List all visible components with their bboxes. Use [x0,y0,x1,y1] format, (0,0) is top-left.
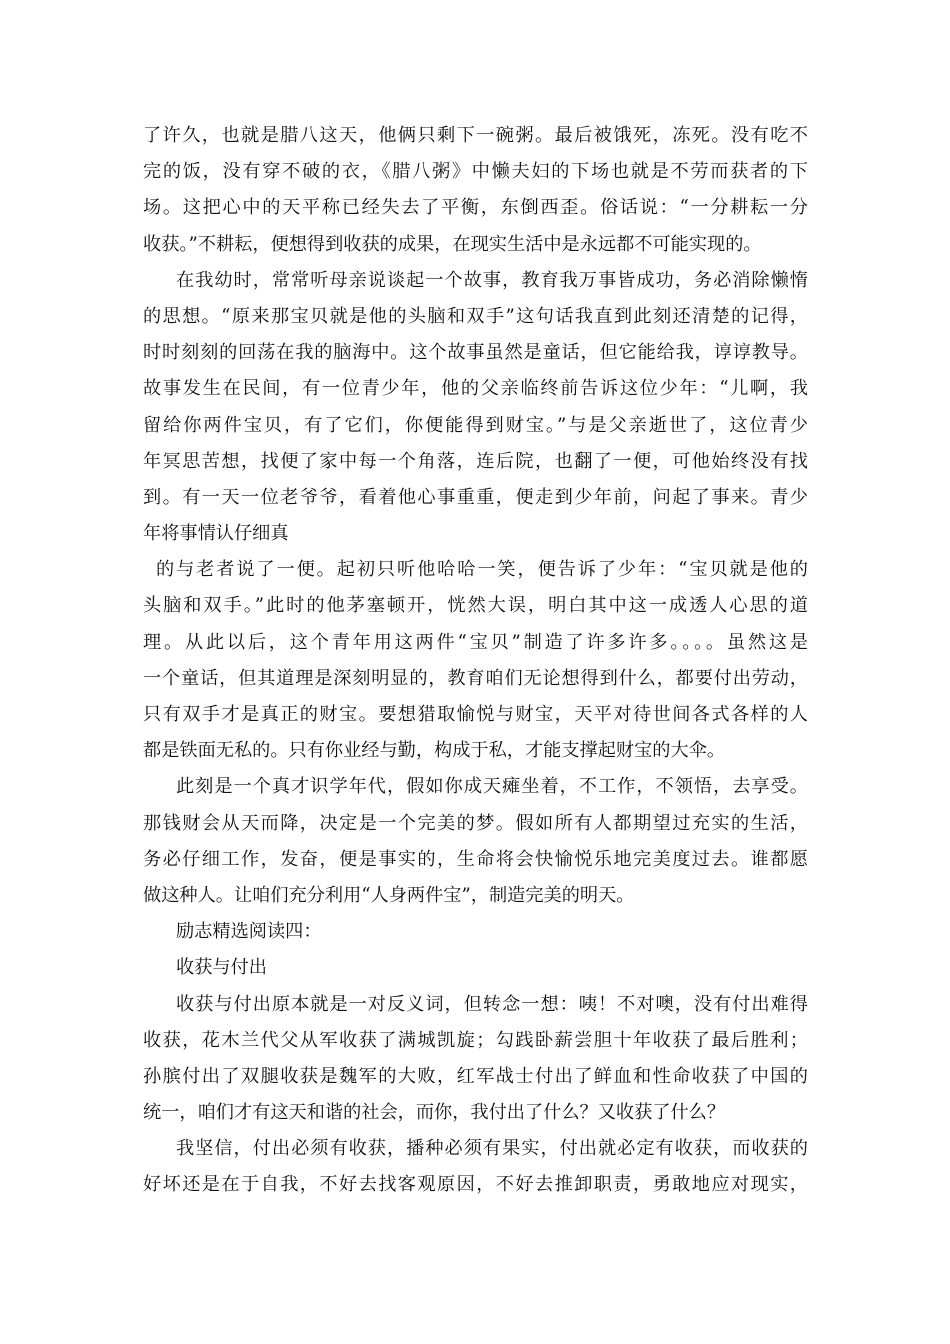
text-line: 务必仔细工作，发奋，便是事实的，生命将会快愉悦乐地完美度过去。谁都愿 [143,848,808,870]
text-line: 做这种人。让咱们充分利用“人身两件宝”，制造完美的明天。 [143,884,635,906]
text-line: 理。从此以后，这个青年用这两件“宝贝”制造了许多许多。。。。虽然这是 [143,631,808,653]
text-line: 我坚信，付出必须有收获，播种必须有果实，付出就必定有收获，而收获的 [176,1138,808,1160]
text-line: 故事发生在民间，有一位青少年，他的父亲临终前告诉这位少年：“儿啊，我 [143,378,808,400]
text-line: 一个童话，但其道理是深刻明显的，教育咱们无论想得到什么，都要付出劳动， [143,667,808,689]
document-body [143,118,808,1204]
text-line: 的思想。“原来那宝贝就是他的头脑和双手”这句话我直到此刻还清楚的记得， [143,305,808,327]
text-line: 收获与付出原本就是一对反义词，但转念一想：咦！不对噢，没有付出难得 [176,993,808,1015]
text-line: 统一，咱们才有这天和谐的社会，而你，我付出了什么？又收获了什么？ [143,1102,726,1124]
text-line: 了许久，也就是腊八这天，他俩只剩下一碗粥。最后被饿死，冻死。没有吃不 [143,125,808,146]
text-line: 年冥思苦想，找便了家中每一个角落，连后院，也翻了一便，可他始终没有找 [143,450,808,472]
text-line: 到。有一天一位老爷爷，看着他心事重重，便走到少年前，问起了事来。青少 [143,486,808,508]
text-line: 收获，花木兰代父从军收获了满城凯旋；勾践卧薪尝胆十年收获了最后胜利； [143,1029,808,1051]
article-title: 收获与付出 [176,957,267,979]
text-line: 场。这把心中的天平称已经失去了平衡，东倒西歪。俗话说：“一分耕耘一分 [143,197,808,219]
text-line: 那钱财会从天而降，决定是一个完美的梦。假如所有人都期望过充实的生活， [143,812,808,834]
text-line: 时时刻刻的回荡在我的脑海中。这个故事虽然是童话，但它能给我，谆谆教导。 [143,342,808,364]
text-line: 完的饭，没有穿不破的衣，《腊八粥》中懒夫妇的下场也就是不劳而获者的下 [143,161,808,183]
text-line: 年将事情认仔细真 [143,523,289,545]
text-line: 好坏还是在于自我，不好去找客观原因，不好去推卸职责，勇敢地应对现实， [143,1174,808,1196]
text-line: 在我幼时，常常听母亲说谈起一个故事，教育我万事皆成功，务必消除懒惰 [176,269,808,291]
text-line: 留给你两件宝贝，有了它们，你便能得到财宝。”与是父亲逝世了，这位青少 [143,414,808,436]
text-line: 此刻是一个真才识学年代，假如你成天瘫坐着，不工作，不领悟，去享受。 [176,776,808,798]
section-heading: 励志精选阅读四： [176,921,322,943]
text-line: 的与老者说了一便。起初只听他哈哈一笑，便告诉了少年：“宝贝就是他的 [156,559,808,581]
text-line: 头脑和双手。”此时的他茅塞顿开，恍然大误，明白其中这一成透人心思的道 [143,595,808,617]
text-line: 孙膑付出了双腿收获是魏军的大败，红军战士付出了鲜血和性命收获了中国的 [143,1065,808,1087]
text-line: 收获。”不耕耘，便想得到收获的成果，在现实生活中是永远都不可能实现的。 [143,233,762,255]
text-line: 只有双手才是真正的财宝。要想猎取愉悦与财宝，天平对待世间各式各样的人 [143,704,808,725]
text-line: 都是铁面无私的。只有你业经与勤，构成于私，才能支撑起财宝的大伞。 [143,740,726,762]
